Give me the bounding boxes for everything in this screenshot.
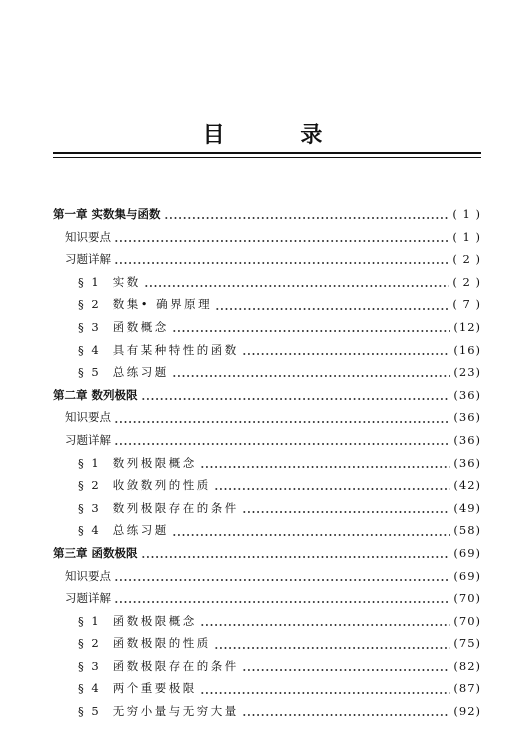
toc-page-number: (82)	[453, 658, 481, 673]
toc-section-name: 总练习题	[112, 523, 169, 538]
toc-entry-label: 知识要点	[65, 229, 111, 244]
toc-section-entry[interactable]	[53, 361, 481, 384]
toc-section-number: § 2	[78, 478, 101, 493]
dot-leader	[214, 637, 451, 651]
toc-section-name: 数列极限概念	[112, 455, 197, 470]
toc-section-name: 函数概念	[112, 319, 169, 334]
toc-entry-label: 知识要点	[65, 410, 111, 425]
toc-section-name: 数列极限存在的条件	[112, 500, 239, 515]
dot-leader	[141, 388, 451, 402]
toc-section-entry[interactable]	[53, 293, 481, 316]
toc-section-number: § 4	[78, 342, 101, 357]
toc-section-number: § 3	[78, 319, 101, 334]
toc-section-name: 函数极限存在的条件	[112, 658, 239, 673]
toc-chapter-entry[interactable]	[53, 203, 481, 226]
dot-leader	[144, 275, 450, 289]
toc-section-name: 总练习题	[112, 365, 169, 380]
dot-leader	[172, 365, 451, 379]
toc-page-number: (87)	[453, 681, 481, 696]
toc-section-entry[interactable]	[53, 316, 481, 339]
toc-section-number: § 3	[78, 500, 101, 515]
title-rule-thin	[53, 157, 481, 158]
dot-leader	[242, 343, 451, 357]
dot-leader	[114, 230, 449, 244]
toc-entry-label: 习题详解	[65, 252, 111, 267]
toc-section-name: 无穷小量与无穷大量	[112, 704, 239, 719]
toc-section-entry[interactable]	[53, 452, 481, 475]
toc-section-name: 函数极限概念	[112, 613, 197, 628]
toc-section-entry[interactable]	[53, 271, 481, 294]
toc-section-name: 收敛数列的性质	[112, 478, 211, 493]
dot-leader	[200, 456, 451, 470]
toc-page-number: (36)	[453, 410, 481, 425]
dot-leader	[114, 591, 450, 605]
toc-page-number: ( 1 )	[452, 207, 481, 221]
toc-section-name: 数集• 确界原理	[112, 297, 213, 312]
toc-page-number: (92)	[453, 704, 481, 719]
toc-subentry[interactable]	[53, 429, 481, 452]
toc-page-number: (69)	[453, 545, 481, 560]
toc-page-number: (75)	[453, 636, 481, 651]
toc-section-entry[interactable]	[53, 474, 481, 497]
toc-subentry[interactable]	[53, 587, 481, 610]
dot-leader	[172, 320, 451, 334]
toc-subentry[interactable]	[53, 248, 481, 271]
title-rule-thick	[53, 152, 481, 154]
toc-section-number: § 1	[78, 613, 101, 628]
table-of-contents	[53, 203, 481, 723]
dot-leader	[242, 501, 451, 515]
toc-page-number: ( 7 )	[452, 297, 481, 312]
toc-page-number: (70)	[453, 591, 481, 606]
toc-subentry[interactable]	[53, 226, 481, 249]
dot-leader	[114, 569, 450, 583]
toc-entry-label: 第一章 实数集与函数	[53, 207, 161, 221]
toc-page-number: (42)	[453, 478, 481, 493]
toc-section-name: 两个重要极限	[112, 681, 197, 696]
toc-section-entry[interactable]	[53, 700, 481, 723]
dot-leader	[114, 252, 449, 266]
toc-page-number: (69)	[453, 568, 481, 583]
toc-section-number: § 5	[78, 365, 101, 380]
dot-leader	[242, 704, 451, 718]
toc-page-number: (23)	[453, 365, 481, 380]
toc-page-number: ( 2 )	[452, 252, 481, 267]
toc-section-number: § 1	[78, 274, 101, 289]
toc-section-entry[interactable]	[53, 655, 481, 678]
toc-page-number: (70)	[453, 613, 481, 628]
toc-entry-label: 第三章 函数极限	[53, 545, 138, 560]
dot-leader	[172, 524, 451, 538]
dot-leader	[200, 614, 451, 628]
toc-section-name: 实数	[112, 274, 141, 289]
toc-section-entry[interactable]	[53, 519, 481, 542]
dot-leader	[242, 659, 451, 673]
toc-page-number: (58)	[453, 523, 481, 538]
toc-page-number: (36)	[453, 387, 481, 402]
dot-leader	[214, 478, 451, 492]
toc-section-number: § 2	[78, 636, 101, 651]
toc-page-number: (36)	[453, 432, 481, 447]
toc-subentry[interactable]	[53, 406, 481, 429]
toc-section-entry[interactable]	[53, 339, 481, 362]
toc-section-name: 函数极限的性质	[112, 636, 211, 651]
toc-section-number: § 1	[78, 455, 101, 470]
dot-leader	[141, 546, 451, 560]
toc-page-number: (12)	[453, 319, 481, 334]
toc-page-number: (36)	[453, 455, 481, 470]
toc-section-number: § 2	[78, 297, 101, 312]
toc-entry-label: 第二章 数列极限	[53, 387, 138, 402]
dot-leader	[164, 207, 450, 221]
toc-section-name: 具有某种特性的函数	[112, 342, 239, 357]
toc-subentry[interactable]	[53, 565, 481, 588]
toc-chapter-entry[interactable]	[53, 542, 481, 565]
toc-section-number: § 4	[78, 523, 101, 538]
page-title: 目 录	[202, 123, 357, 148]
dot-leader	[114, 411, 450, 425]
toc-chapter-entry[interactable]	[53, 384, 481, 407]
toc-entry-label: 知识要点	[65, 568, 111, 583]
dot-leader	[200, 682, 451, 696]
toc-section-number: § 4	[78, 681, 101, 696]
toc-section-entry[interactable]	[53, 632, 481, 655]
toc-page-number: ( 1 )	[452, 229, 481, 244]
dot-leader	[114, 433, 450, 447]
toc-section-entry[interactable]	[53, 677, 481, 700]
toc-page-number: (49)	[453, 500, 481, 515]
toc-page-number: ( 2 )	[452, 274, 481, 289]
dot-leader	[215, 298, 449, 312]
toc-section-entry[interactable]	[53, 610, 481, 633]
toc-page-number: (16)	[453, 342, 481, 357]
toc-entry-label: 习题详解	[65, 432, 111, 447]
toc-section-number: § 3	[78, 658, 101, 673]
toc-section-number: § 5	[78, 704, 101, 719]
toc-entry-label: 习题详解	[65, 591, 111, 606]
toc-section-entry[interactable]	[53, 497, 481, 520]
